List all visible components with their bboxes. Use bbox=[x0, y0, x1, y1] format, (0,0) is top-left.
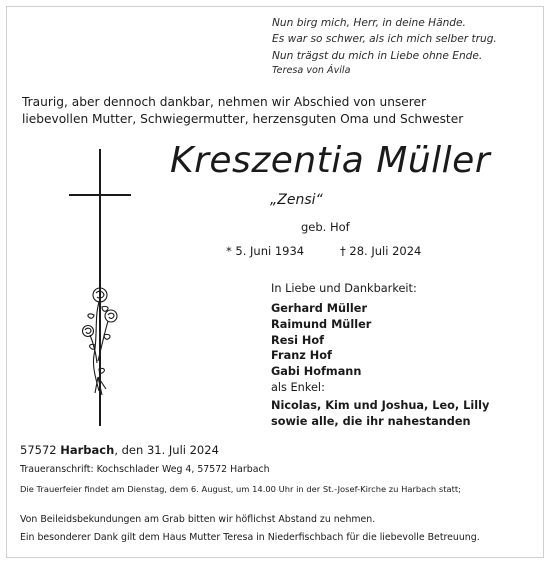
poem-line: Nun birg mich, Herr, in deine Hände. bbox=[272, 17, 466, 29]
town: Harbach bbox=[60, 443, 115, 457]
poem bbox=[272, 15, 497, 64]
deceased-name: Kreszentia Müller bbox=[170, 140, 491, 181]
intro-line: liebevollen Mutter, Schwiegermutter, herzensguten Oma und Schwester bbox=[22, 112, 464, 126]
poem-line: Nun trägst du mich in Liebe ohne Ende. bbox=[272, 49, 483, 62]
postcode: 57572 bbox=[20, 443, 57, 457]
grandchildren-label: als Enkel: bbox=[271, 381, 325, 394]
poem-line: Es war so schwer, als ich mich selber trug. bbox=[272, 33, 497, 46]
mourning-address: Traueranschrift: Kochschlader Weg 4, 57572 Harbach bbox=[20, 464, 270, 475]
thanks-note: Ein besonderer Dank gilt dem Haus Mutter Teresa in Niederfischbach für die liebevolle Betreuung. bbox=[20, 532, 480, 543]
list-item: Raimund Müller bbox=[271, 317, 372, 331]
list-item: Resi Hof bbox=[271, 333, 325, 347]
intro-line: Traurig, aber dennoch dankbar, nehmen wir Abschied von unserer bbox=[22, 95, 427, 109]
cross-icon-horizontal bbox=[69, 194, 131, 196]
poem-author: Teresa von Ávila bbox=[272, 65, 351, 76]
maiden-name: geb. Hof bbox=[301, 220, 350, 234]
list-item: sowie alle, die ihr nahestanden bbox=[271, 415, 471, 428]
list-item: Nicolas, Kim und Joshua, Leo, Lilly bbox=[271, 399, 490, 412]
family-list bbox=[271, 301, 371, 380]
deceased-nickname: „Zensi“ bbox=[270, 192, 323, 208]
mourners-intro: In Liebe und Dankbarkeit: bbox=[271, 282, 417, 295]
birth-date: * 5. Juni 1934 bbox=[226, 244, 305, 258]
list-item: Gabi Hofmann bbox=[271, 365, 362, 379]
list-item: Franz Hof bbox=[271, 349, 332, 363]
list-item: Gerhard Müller bbox=[271, 302, 368, 315]
death-date: † 28. Juli 2024 bbox=[340, 244, 422, 258]
date: , den 31. Juli 2024 bbox=[114, 443, 219, 457]
grandchildren-list bbox=[271, 398, 489, 430]
place-date bbox=[20, 443, 219, 457]
intro-text bbox=[22, 94, 463, 128]
condolence-note: Von Beileidsbekundungen am Grab bitten wir höflichst Abstand zu nehmen. bbox=[20, 514, 376, 525]
funeral-service-info: Die Trauerfeier findet am Dienstag, dem 6. August, um 14.00 Uhr in der St.-Josef-Kirche zu Harbach statt; bbox=[20, 484, 461, 494]
roses-icon bbox=[76, 285, 126, 395]
